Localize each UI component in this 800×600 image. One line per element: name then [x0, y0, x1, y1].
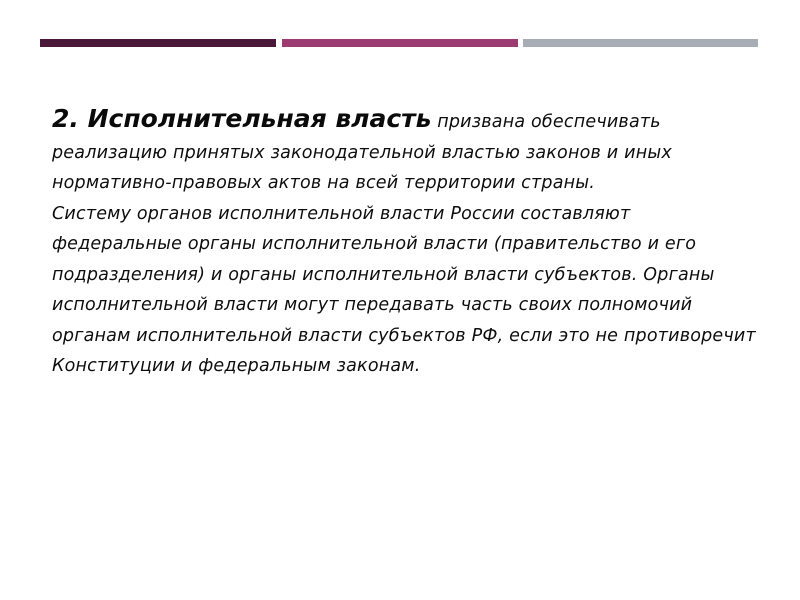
top-bar-magenta [282, 39, 518, 47]
heading-executive-power: 2. Исполнительная власть [52, 104, 432, 133]
paragraph-1-text: призвана обеспечивать реализацию принятых законодательной властью законов и иных нормативно-правовых актов на всей территории страны. [52, 112, 672, 193]
top-bar-gray [523, 39, 758, 47]
top-bar-dark-purple [40, 39, 276, 47]
slide-body [52, 104, 762, 382]
paragraph-system-of-organs: Систему органов исполнительной власти России составляют федеральные органы исполнительной власти (правительство и его подразделения) и органы исполнительной власти субъектов. Органы исполнительной власти могут передавать часть своих полномочий органам исполнительной власти субъектов РФ, если это не противоречит Конституции и федеральным законам. [52, 203, 756, 376]
paragraph-executive-power [52, 104, 762, 199]
decorative-top-bars [0, 36, 800, 50]
